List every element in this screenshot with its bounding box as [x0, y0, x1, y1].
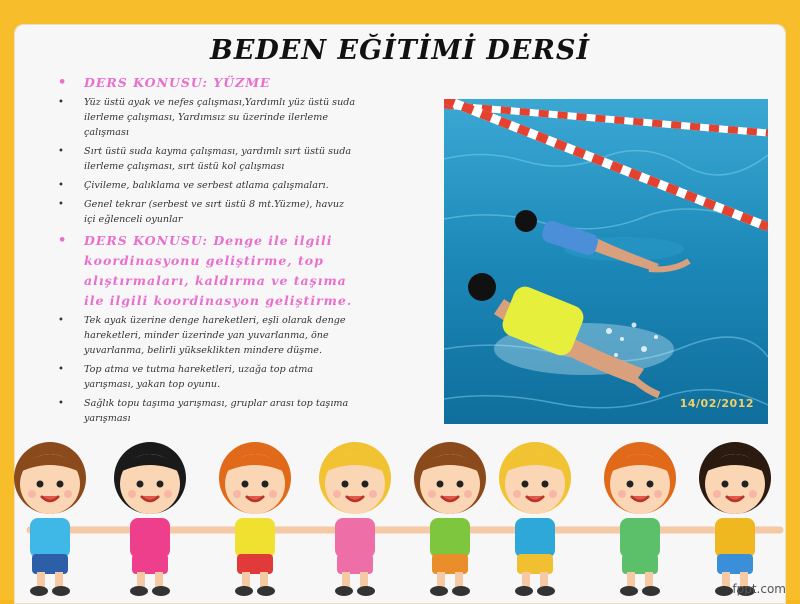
children-holding-hands [0, 430, 800, 600]
cartoon-child [414, 442, 486, 596]
bullet-text: Sırt üstü suda kayma çalışması, yardımlı sırt üstü suda ilerleme çalışması, sırt üstü kol çalışması [84, 146, 352, 172]
bullet-list [58, 73, 358, 430]
bullet-marker: • [58, 398, 64, 409]
cartoon-child [499, 442, 571, 596]
bullet-marker: • [58, 146, 64, 157]
bullet-marker: • [58, 233, 68, 248]
bullet-text: Çivileme, balıklama ve serbest atlama çalışmaları. [84, 180, 329, 191]
bullet-marker: • [58, 315, 64, 326]
bullet-text: Sağlık topu taşıma yarışması, gruplar arası top taşıma yarışması [84, 398, 349, 424]
lesson-activity-item [58, 95, 358, 140]
lesson-topic-heading [58, 73, 358, 93]
bullet-marker: • [58, 75, 68, 90]
bullet-text: Genel tekrar (serbest ve sırt üstü 8 mt.Yüzme), havuz içi eğlenceli oyunlar [84, 199, 345, 225]
cartoon-child [14, 442, 86, 596]
swimming-pool-photo [444, 99, 768, 424]
bullet-text: Yüz üstü ayak ve nefes çalışması,Yardımlı yüz üstü suda ilerleme çalışması, Yardımsız su üzerinde ilerleme çalışması [84, 97, 356, 138]
photo-date-stamp: 14/02/2012 [679, 397, 754, 410]
bullet-marker: • [58, 199, 64, 210]
cartoon-child [319, 442, 391, 596]
bullet-marker: • [58, 364, 64, 375]
lesson-activity-item [58, 362, 358, 392]
children-illustration [0, 430, 800, 600]
brand-watermark: fppt.com [732, 582, 786, 596]
bullet-marker: • [58, 97, 64, 108]
bullet-text: DERS KONUSU: Denge ile ilgili koordinasyonu geliştirme, top alıştırmaları, kaldırma ve taşıma ile ilgili koordinasyon geliştirme. [84, 233, 353, 308]
lesson-activity-item [58, 144, 358, 174]
cartoon-child [114, 442, 186, 596]
lesson-activity-item [58, 178, 358, 193]
cartoon-child [604, 442, 676, 596]
cartoon-child [699, 442, 771, 596]
lesson-activity-item [58, 197, 358, 227]
bullet-text: Tek ayak üzerine denge hareketleri, eşli olarak denge hareketleri, minder üzerinde yan yuvarlanma, öne yuvarlanma, belirli yükseklikten mindere düşme. [84, 315, 346, 356]
pool-illustration [444, 99, 768, 424]
lesson-topic-heading [58, 231, 358, 311]
lesson-activity-item [58, 313, 358, 358]
bullet-text: DERS KONUSU: YÜZME [84, 75, 271, 90]
slide-title: BEDEN EĞİTİMİ DERSİ [210, 35, 590, 66]
cartoon-child [219, 442, 291, 596]
bullet-text: Top atma ve tutma hareketleri, uzağa top atma yarışması, yakan top oyunu. [84, 364, 314, 390]
lesson-activity-item [58, 396, 358, 426]
bullet-marker: • [58, 180, 64, 191]
